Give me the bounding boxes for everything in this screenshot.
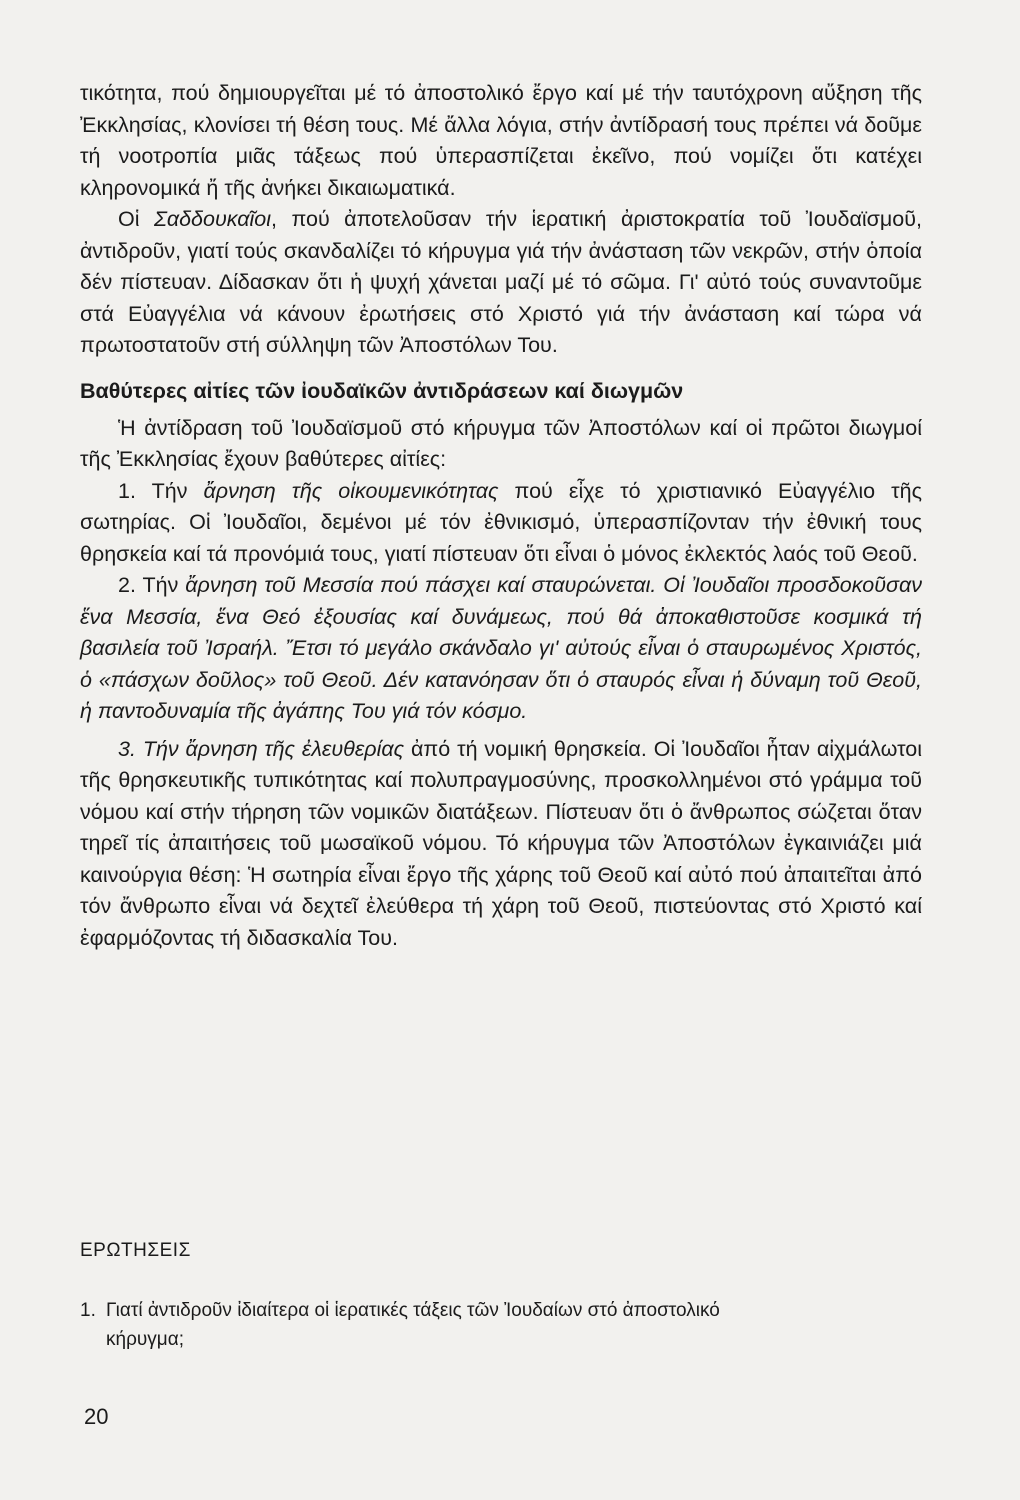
question-1-text: Γιατί ἀντιδροῦν ἰδιαίτερα οἱ ἱερατικές τάξεις τῶν Ἰουδαίων στό ἀποστολικό bbox=[106, 1300, 720, 1321]
body-text bbox=[80, 78, 922, 954]
sadducees-term: Σαδδουκαῖοι bbox=[153, 207, 272, 231]
sadducees-rest: , πού ἀποτελοῦσαν τήν ἱερατική ἀριστοκρατία τοῦ Ἰουδαϊσμοῦ, ἀντιδροῦν, γιατί τούς σκανδαλίζει τό κήρυγμα γιά τήν ἀνάσταση τῶν νεκρῶν, στήν ὁποία δέν πίστευαν. Δίδασκαν ὅτι ἡ ψυχή χάνεται μαζί μέ τό σῶμα. Γι' αὐτό τούς συναντοῦμε στά Εὐαγγέλια νά κάνουν ἐρωτήσεις στό Χριστό γιά τήν ἀνάσταση καί τώρα νά πρωτοστατοῦν στή σύλληψη τῶν Ἀποστόλων Του. bbox=[80, 207, 922, 357]
item1-term: ἄρνηση τῆς οἰκουμενικότητας bbox=[203, 478, 499, 503]
item1-rest: πού εἶχε τό χριστιανικό Εὐαγγέλιο τῆς σωτηρίας. Οἱ Ἰουδαῖοι, δεμένοι μέ τόν ἐθνικισμό, ὑπερασπίζονταν τήν ἐθνική τους θρησκεία καί τά προνόμιά τους, γιατί πίστευαν ὅτι εἶναι ὁ μόνος ἐκλεκτός λαός τοῦ Θεοῦ. bbox=[80, 478, 922, 566]
item1-number: 1. Τήν bbox=[118, 478, 204, 503]
item3-rest: ἀπό τή νομική θρησκεία. Οἱ Ἰουδαῖοι ἦταν αἰχμάλωτοι τῆς θρησκευτικῆς τυπικότητας καί πολυπραγμοσύνης, προσκολλημένοι στό γράμμα τοῦ νόμου καί στήν τήρηση τῶν νομικῶν διατάξεων. Πίστευαν ὅτι ὁ ἄνθρωπος σώζεται ὅταν τηρεῖ τίς ἀπαιτήσεις τοῦ μωσαϊκοῦ νόμου. Τό κήρυγμα τῶν Ἀποστόλων ἐγκαινιάζει μιά καινούργια θέση: Ἡ σωτηρία εἶναι ἔργο τῆς χάρης τοῦ Θεοῦ καί αὐτό πού ἀπαιτεῖται ἀπό τόν ἄνθρωπο εἶναι νά δεχτεῖ ἐλεύθερα τή χάρη τοῦ Θεοῦ, πιστεύοντας στό Χριστό καί ἐφαρμόζοντας τή διδασκαλία Του. bbox=[80, 736, 923, 950]
item2-rest: Οἱ Ἰουδαῖοι προσδοκοῦσαν ἕνα Μεσσία, ἕνα Θεό ἐξουσίας καί δυνάμεως, πού θά ἀποκαθιστοῦσε κοσμικά τή βασιλεία τοῦ Ἰσραήλ. Ἔτσι τό μεγάλο σκάνδαλο γι' αὐτούς εἶναι ὁ σταυρωμένος Χριστός, ὁ «πάσχων δοῦλος» τοῦ Θεοῦ. Δέν κατανόησαν ὅτι ὁ σταυρός εἶναι ἡ δύναμη τοῦ Θεοῦ, ἡ παντοδυναμία τῆς ἀγάπης Του γιά τόν κόσμο. bbox=[80, 573, 922, 723]
page-number: 20 bbox=[84, 1404, 109, 1429]
list-item-2 bbox=[80, 570, 922, 728]
question-1-continuation: κήρυγμα; bbox=[106, 1329, 184, 1350]
section-heading: Βαθύτερες αἰτίες τῶν ἰουδαϊκῶν ἀντιδράσεων καί διωγμῶν bbox=[80, 378, 684, 403]
question-1-number: 1. bbox=[80, 1300, 96, 1321]
item3-number: 3. Τήν bbox=[118, 736, 186, 761]
questions-title: ΕΡΩΤΗΣΕΙΣ bbox=[80, 1240, 191, 1261]
item2-number: 2. Τήν bbox=[118, 573, 186, 597]
paragraph-sadducees bbox=[80, 204, 922, 362]
question-1 bbox=[80, 1296, 930, 1354]
sadducees-lead: Οἱ bbox=[118, 207, 154, 231]
paragraph-continued: τικότητα, πού δημιουργεῖται μέ τό ἀποστολικό ἔργο καί μέ τήν ταυτόχρονη αὔξηση τῆς Ἐκκλησίας, κλονίσει τή θέση τους. Μέ ἄλλα λόγια, στήν ἀντίδρασή τους πρέπει νά δοῦμε τή νοοτροπία μιᾶς τάξεως πού ὑπερασπίζεται ἐκεῖνο, πού νομίζει ὅτι κατέχει κληρονομικά ἤ τῆς ἀνήκει δικαιωματικά. bbox=[80, 81, 922, 200]
item2-term: ἄρνηση τοῦ Μεσσία πού πάσχει καί σταυρώνεται. bbox=[185, 573, 657, 597]
list-item-1 bbox=[80, 476, 922, 571]
item3-term: ἄρνηση τῆς ἐλευθερίας bbox=[185, 736, 405, 761]
paragraph-intro: Ἡ ἀντίδραση τοῦ Ἰουδαϊσμοῦ στό κήρυγμα τῶν Ἀποστόλων καί οἱ πρῶτοι διωγμοί τῆς Ἐκκλησίας ἔχουν βαθύτερες αἰτίες: bbox=[80, 415, 922, 471]
list-item-3 bbox=[80, 734, 922, 955]
